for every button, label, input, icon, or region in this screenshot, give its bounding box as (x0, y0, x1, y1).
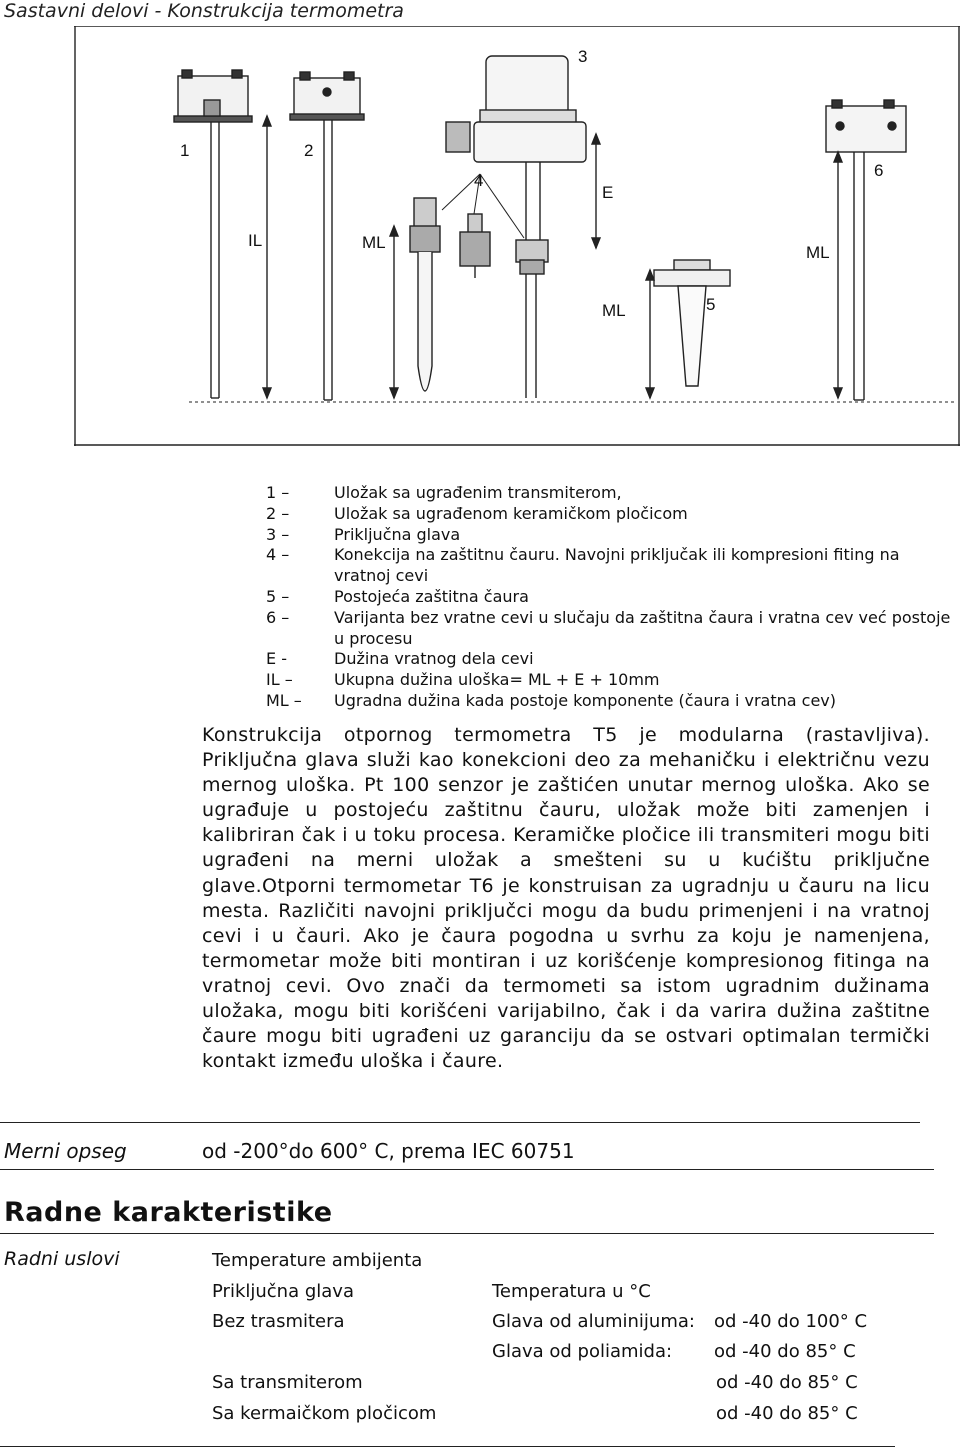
label-3: 3 (578, 47, 588, 66)
label-6: 6 (874, 161, 884, 180)
thermowell-5-drawing (654, 260, 730, 386)
measuring-range-label: Merni opseg (4, 1139, 127, 1163)
label-il: IL (248, 231, 263, 250)
label-e: E (602, 183, 614, 202)
label-ml-right: ML (806, 243, 830, 262)
legend-item: 2 – Uložak sa ugrađenom keramičkom pločicom (266, 503, 688, 523)
row-right: od -40 do 85° C (714, 1341, 856, 1362)
head-label: Priključna glava (212, 1281, 354, 1302)
legend-item: IL – Ukupna dužina uloška= ML + E + 10mm (266, 670, 660, 690)
label-2: 2 (304, 141, 314, 160)
row-right: od -40 do 100° C (714, 1311, 868, 1332)
legend-item: 3 – Priključna glava (266, 524, 461, 544)
legend-item: 4 – Konekcija na zaštitnu čauru. Navojni priključak ili kompresioni fiting na vratnoj cevi (266, 545, 900, 586)
divider (0, 1233, 934, 1234)
row-left: Sa kermaičkom pločicom (212, 1403, 437, 1424)
divider (0, 1122, 920, 1123)
ambient-heading: Temperature ambijenta (212, 1250, 423, 1271)
label-ml-left: ML (362, 233, 386, 252)
page-title: Sastavni delovi - Konstrukcija termometra (4, 0, 404, 22)
legend-item: 6 – Varijanta bez vratne cevi u slučaju da zaštitna čaura i vratna cev već postoje u procesu (266, 607, 951, 648)
thermometer-construction-figure (74, 26, 960, 450)
measuring-range-value: od -200°do 600° C, prema IEC 60751 (202, 1139, 575, 1163)
insert-1-drawing (174, 70, 252, 398)
label-ml-mid: ML (602, 301, 626, 320)
legend-list (266, 483, 956, 712)
legend-item: 1 – Uložak sa ugrađenim transmiterom, (266, 483, 622, 502)
row-left: Sa transmiterom (212, 1372, 363, 1393)
row-right: od -40 do 85° C (716, 1403, 858, 1424)
row-left: Bez trasmitera (212, 1311, 345, 1332)
label-4: 4 (474, 171, 484, 190)
conditions-label: Radni uslovi (4, 1248, 120, 1270)
temp-unit-label: Temperatura u °C (492, 1281, 651, 1302)
legend-item: ML – Ugradna dužina kada postoje komponente (čaura i vratna cev) (266, 690, 836, 710)
row-mid: Glava od aluminijuma: (492, 1311, 695, 1332)
label-5: 5 (706, 295, 716, 314)
divider (0, 1446, 895, 1447)
fitting-4-drawing (410, 198, 490, 391)
legend-item: E - Dužina vratnog dela cevi (266, 649, 534, 669)
label-1: 1 (180, 141, 190, 160)
divider (0, 1169, 934, 1170)
row-right: od -40 do 85° C (716, 1372, 858, 1393)
row-mid: Glava od poliamida: (492, 1341, 673, 1362)
legend-item: 5 – Postojeća zaštitna čaura (266, 586, 529, 606)
section-heading: Radne karakteristike (4, 1197, 333, 1228)
insert-2-drawing (290, 72, 364, 400)
description-paragraph: Konstrukcija otpornog termometra T5 je modularna (rastavljiva). Priključna glava služi kao konekcioni deo za mehaničku i električnu vezu mernog uloška. Pt 100 senzor je zaštićen unutar mernog uloška. Ako se ugrađuje u postojeću zaštitnu čauru, uložak može biti zamenjen i kalibriran čak i u toku procesa. Keramičke pločice ili transmiteri mogu biti ugrađeni na merni uložak a smešteni su u kućištu priključne glave.Otporni termometar T6 je konstruisan za ugradnju u čauru na licu mesta. Različiti navojni priključci mogu da budu primenjeni i na vratnoj cevi i u čauri. Ako je čaura pogodna u svrhu za koju je namenjena, termometar može biti montiran i uz korišćenje kompresionog fitinga na vratnoj cevi. Ovo znači da termometi sa istom ugradnim dužinama uložaka, mogu biti korišćeni varijabilno, čak i da varira dužina zaštitne čaure mogu biti ugrađeni uz garanciju da se ostvari optimalan termički kontakt između uloška i čaure. (202, 724, 930, 1073)
